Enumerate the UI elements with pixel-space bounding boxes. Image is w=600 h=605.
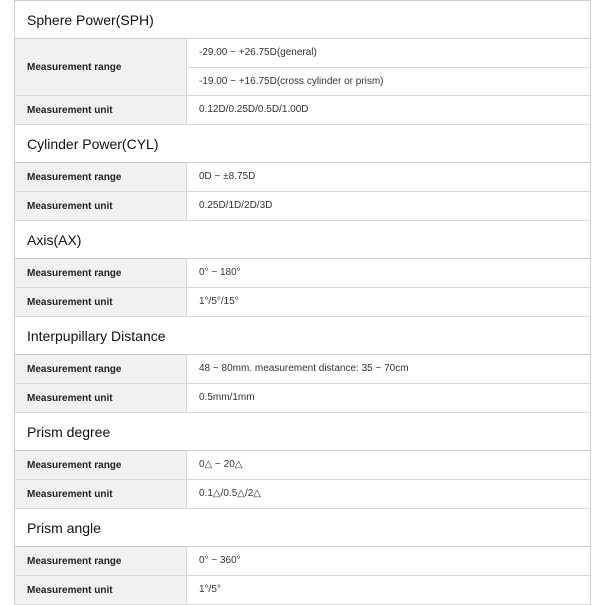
row-label: Measurement range (15, 163, 187, 191)
row-values (187, 480, 590, 508)
row-value: -19.00 ~ +16.75D(cross cylinder or prism) (187, 67, 590, 95)
row-values (187, 39, 590, 95)
row-values (187, 451, 590, 479)
spec-section (15, 509, 590, 605)
section-title: Cylinder Power(CYL) (15, 125, 590, 163)
row-label: Measurement unit (15, 288, 187, 316)
spec-row (15, 259, 590, 288)
spec-row (15, 288, 590, 317)
spec-row (15, 96, 590, 125)
row-values (187, 192, 590, 220)
row-value: 48 ~ 80mm. measurement distance: 35 ~ 70cm (199, 363, 409, 374)
row-value: 0° ~ 360° (199, 555, 241, 566)
spec-row (15, 163, 590, 192)
spec-row (15, 547, 590, 576)
row-values (187, 288, 590, 316)
row-value: 0D ~ ±8.75D (199, 171, 256, 182)
row-values (187, 259, 590, 287)
row-value: 0△ ~ 20△ (199, 459, 243, 470)
row-value: -29.00 ~ +26.75D(general) (199, 47, 317, 58)
row-label: Measurement range (15, 39, 187, 95)
spec-row (15, 480, 590, 509)
row-label: Measurement range (15, 355, 187, 383)
spec-row (15, 192, 590, 221)
row-value: 0.5mm/1mm (199, 392, 255, 403)
row-values (187, 96, 590, 124)
row-label: Measurement unit (15, 480, 187, 508)
row-label: Measurement unit (15, 384, 187, 412)
row-value: 1°/5°/15° (199, 296, 239, 307)
row-value: 0.1△/0.5△/2△ (199, 488, 261, 499)
spec-row (15, 39, 590, 96)
section-title: Sphere Power(SPH) (15, 1, 590, 39)
spec-row (15, 384, 590, 413)
spec-section (15, 221, 590, 317)
section-title: Prism angle (15, 509, 590, 547)
row-label: Measurement unit (15, 96, 187, 124)
spec-row (15, 355, 590, 384)
row-value: 0.25D/1D/2D/3D (199, 200, 273, 211)
section-title: Axis(AX) (15, 221, 590, 259)
spec-row (15, 576, 590, 605)
row-label: Measurement unit (15, 576, 187, 604)
row-label: Measurement range (15, 451, 187, 479)
row-label: Measurement unit (15, 192, 187, 220)
spec-section (15, 125, 590, 221)
row-label: Measurement range (15, 259, 187, 287)
section-title: Interpupillary Distance (15, 317, 590, 355)
section-title: Prism degree (15, 413, 590, 451)
row-value: 0.12D/0.25D/0.5D/1.00D (199, 104, 309, 115)
spec-section (15, 413, 590, 509)
row-value: 1°/5° (199, 584, 221, 595)
row-values (187, 163, 590, 191)
row-values (187, 384, 590, 412)
spec-table (14, 0, 591, 605)
row-label: Measurement range (15, 547, 187, 575)
spec-row (15, 451, 590, 480)
spec-section (15, 1, 590, 125)
row-values (187, 355, 590, 383)
row-value: 0° ~ 180° (199, 267, 241, 278)
spec-section (15, 317, 590, 413)
row-values (187, 547, 590, 575)
